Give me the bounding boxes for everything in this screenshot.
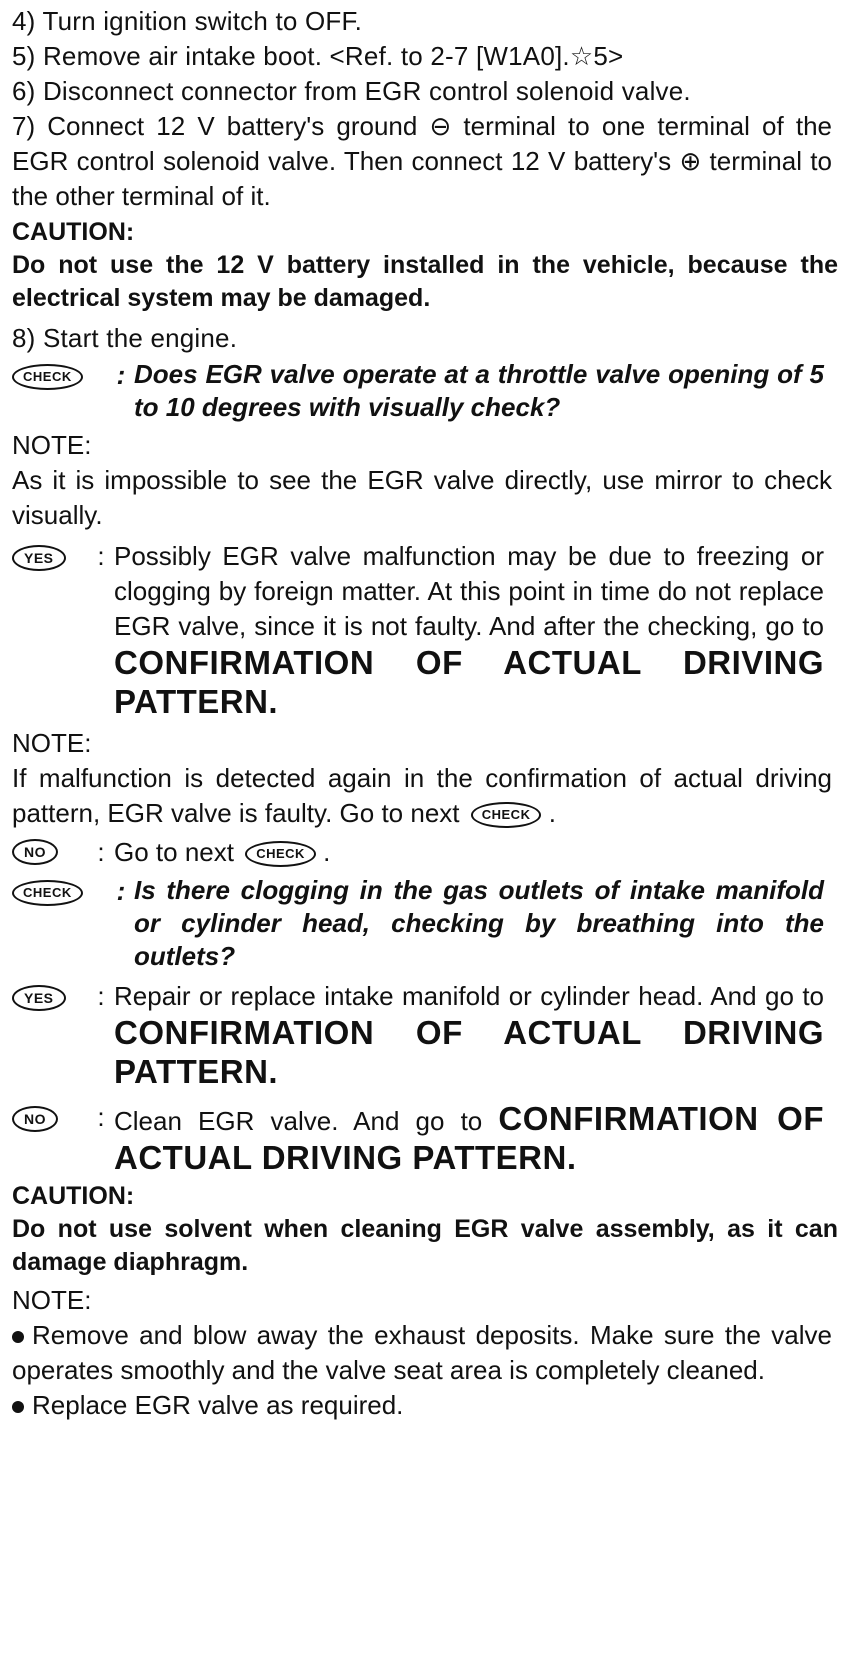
note-heading: NOTE: [12,430,92,460]
no-text: Go to next [114,837,234,867]
note-heading: NOTE: [12,728,92,758]
check-question: Is there clogging in the gas outlets of intake manifold or cylinder head, checking by breathing into the outlets? [134,875,824,971]
yes-colon: : [97,541,105,571]
note-bullet [12,1388,832,1423]
check-row-clogging [12,874,848,973]
note-tail: . [548,798,556,828]
step-8: 8) Start the engine. [12,323,238,353]
check-badge-icon: CHECK [12,364,83,390]
yes-badge-icon: YES [12,545,66,571]
check-row-egr-operation [12,358,848,424]
bullet-text: Remove and blow away the exhaust deposits. Make sure the valve operates smoothly and the valve seat area is completely cleaned. [12,1320,832,1385]
confirmation-link: CONFIRMATION OF ACTUAL DRIVING PATTERN. [114,644,824,720]
no-tail: . [323,837,331,867]
step-7: 7) Connect 12 V battery's ground ⊖ terminal to one terminal of the EGR control solenoid valve. Then connect 12 V battery's ⊕ terminal to the other terminal of it. [12,111,832,211]
note-text: As it is impossible to see the EGR valve directly, use mirror to check visually. [12,465,832,530]
yes-text: Repair or replace intake manifold or cylinder head. And go to [114,981,824,1011]
no-colon: : [97,1102,105,1132]
no-row-clogging [12,1100,848,1178]
no-badge-icon: NO [12,1106,58,1132]
no-row-egr-operation [12,835,848,870]
check-badge-icon: CHECK [12,880,83,906]
note-bullet [12,1318,832,1388]
check-badge-icon: CHECK [471,802,542,828]
no-colon: : [97,837,105,867]
caution-text: Do not use solvent when cleaning EGR valve assembly, as it can damage diaphragm. [12,1215,838,1276]
note-heading: NOTE: [12,1285,92,1315]
yes-badge-icon: YES [12,985,66,1011]
step-4: 4) Turn ignition switch to OFF. [12,6,363,36]
note-body: If malfunction is detected again in the confirmation of actual driving pattern, EGR valve is faulty. Go to next [12,763,832,828]
yes-text: Possibly EGR valve malfunction may be due to freezing or clogging by foreign matter. At this point in time do not replace EGR valve, since it is not faulty. And after the checking, go to [114,541,824,641]
caution-text: Do not use the 12 V battery installed in the vehicle, because the electrical system may be damaged. [12,251,838,312]
yes-row-egr-operation [12,539,848,722]
confirmation-link: CONFIRMATION OF ACTUAL DRIVING PATTERN. [114,1014,824,1090]
step-5: 5) Remove air intake boot. <Ref. to 2-7 [W1A0].☆5> [12,41,624,71]
note-text [12,761,832,831]
check-question: Does EGR valve operate at a throttle valve opening of 5 to 10 degrees with visually check? [134,359,824,422]
step-6: 6) Disconnect connector from EGR control solenoid valve. [12,76,691,106]
check-colon: : [116,876,126,906]
caution-heading: CAUTION: [12,218,135,246]
check-badge-icon: CHECK [245,841,316,867]
yes-colon: : [97,981,105,1011]
bullet-icon [12,1401,24,1413]
bullet-text: Replace EGR valve as required. [32,1390,404,1420]
confirmation-link: CONFIRMATION OF ACTUAL DRIVING PATTERN. [114,1100,824,1176]
yes-row-clogging [12,979,848,1092]
no-text: Clean EGR valve. And go to [114,1106,483,1136]
no-badge-icon: NO [12,839,58,865]
bullet-icon [12,1331,24,1343]
check-colon: : [116,360,126,390]
caution-heading: CAUTION: [12,1182,135,1210]
